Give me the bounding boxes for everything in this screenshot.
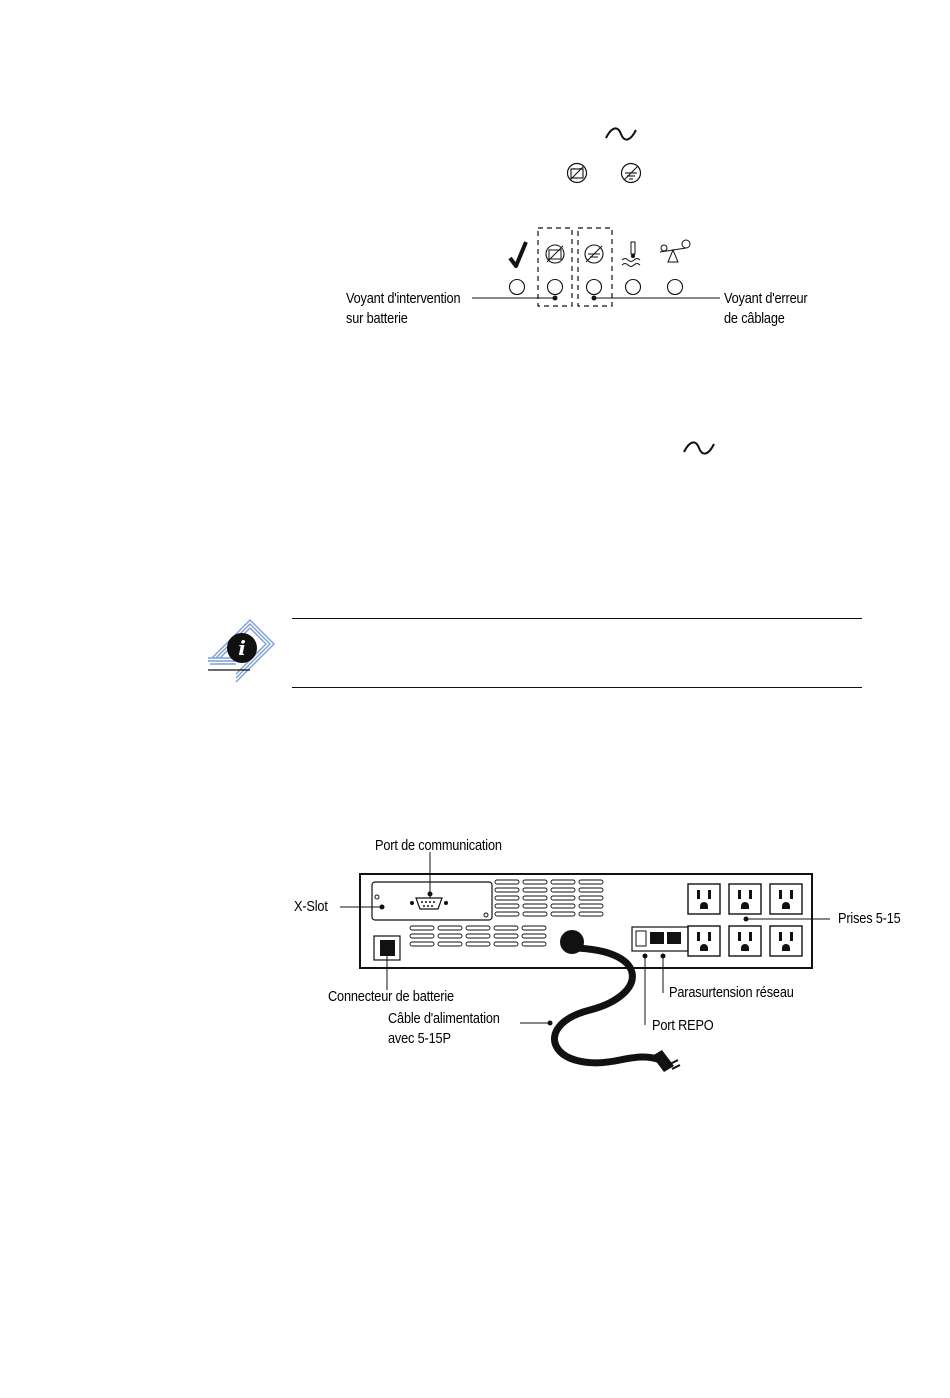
info-icon bbox=[202, 612, 278, 684]
ac-tilde-icon bbox=[604, 124, 638, 144]
battery-service-label: Voyant d'intervention sur batterie bbox=[346, 291, 461, 327]
repo-port-label: Port REPO bbox=[652, 1018, 714, 1034]
power-cord-label: Câble d'alimentation avec 5-15P bbox=[388, 1011, 500, 1047]
outlets-label: Prises 5-15 bbox=[838, 911, 901, 927]
svg-text:i: i bbox=[238, 636, 246, 660]
checkmark-icon bbox=[510, 242, 526, 266]
ac-tilde-icon-2 bbox=[682, 438, 716, 458]
rear-panel-figure bbox=[330, 860, 850, 1090]
note-bottom-rule bbox=[292, 687, 862, 688]
battery-service-icon bbox=[566, 162, 588, 184]
led-overload bbox=[668, 280, 683, 295]
wiring-fault-label: Voyant d'erreur de câblage bbox=[724, 291, 808, 327]
wiring-fault-icon bbox=[620, 162, 642, 184]
led-normal bbox=[510, 280, 525, 295]
overheat-icon bbox=[622, 242, 640, 267]
comm-port-label: Port de communication bbox=[375, 838, 502, 854]
battery-service-panel-icon bbox=[546, 245, 564, 263]
led-wiring-fault bbox=[587, 280, 602, 295]
battery-connector-label: Connecteur de batterie bbox=[328, 989, 454, 1005]
network-surge-label: Parasurtension réseau bbox=[669, 985, 794, 1001]
led-overheat bbox=[626, 280, 641, 295]
wiring-fault-panel-icon bbox=[585, 245, 603, 263]
note-top-rule bbox=[292, 618, 862, 619]
led-battery-service bbox=[548, 280, 563, 295]
overload-icon bbox=[660, 240, 690, 262]
xslot-label: X-Slot bbox=[294, 899, 328, 915]
